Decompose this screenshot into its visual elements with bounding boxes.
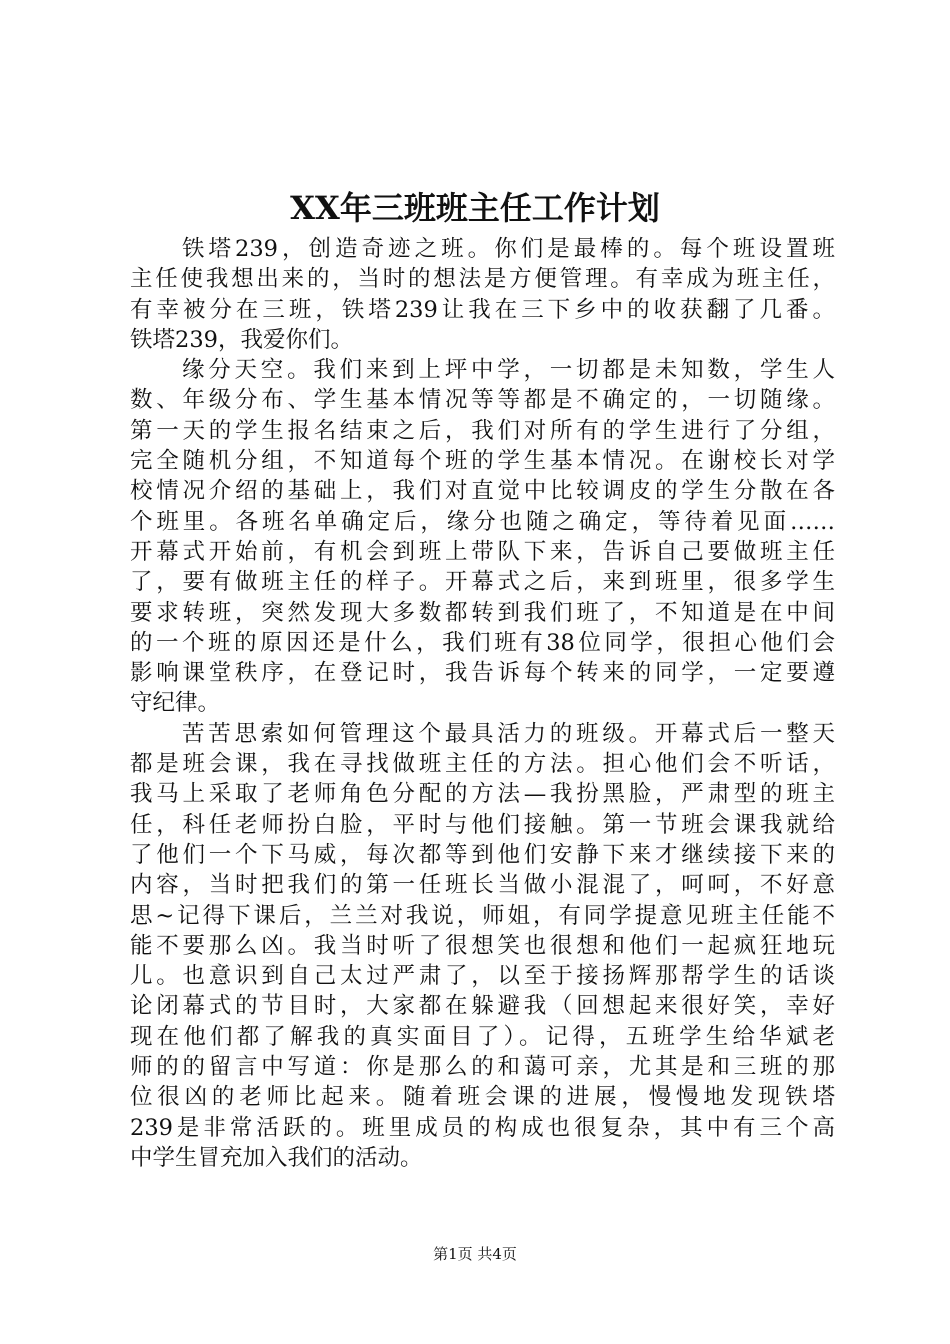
text-line: 现在他们都了解我的真实面目了）。记得，五班学生给华斌老: [130, 1023, 835, 1050]
text-line: 239是非常活跃的。班里成员的构成也很复杂，其中有三个高: [130, 1114, 835, 1141]
text-line: 完全随机分组，不知道每个班的学生基本情况。在谢校长对学: [130, 448, 835, 475]
page-footer: 第1页 共4页: [433, 1245, 517, 1263]
text-line: 第一天的学生报名结束之后，我们对所有的学生进行了分组，: [130, 417, 835, 444]
text-line: 苦苦思索如何管理这个最具活力的班级。开幕式后一整天: [182, 720, 835, 747]
paragraph-1: [130, 234, 835, 355]
text-line: 师的的留言中写道：你是那么的和蔼可亲，尤其是和三班的那: [130, 1054, 835, 1081]
paragraph-3: [130, 719, 835, 1173]
text-line: 有幸被分在三班，铁塔239让我在三下乡中的收获翻了几番。: [130, 296, 835, 323]
document-title: XX年三班班主任工作计划: [290, 189, 660, 227]
text-line: 主任使我想出来的，当时的想法是方便管理。有幸成为班主任，: [130, 266, 835, 293]
text-line: 开幕式开始前，有机会到班上带队下来，告诉自己要做班主任: [130, 538, 835, 565]
text-line: 校情况介绍的基础上，我们对直觉中比较调皮的学生分散在各: [130, 478, 835, 505]
document-body: [130, 234, 835, 1173]
text-line: 能不要那么凶。我当时听了很想笑也很想和他们一起疯狂地玩: [130, 932, 835, 959]
text-line: 儿。也意识到自己太过严肃了，以至于接扬辉那帮学生的话谈: [130, 963, 835, 990]
text-line: 要求转班，突然发现大多数都转到我们班了，不知道是在中间: [130, 599, 835, 626]
text-line: 我马上采取了老师角色分配的方法—我扮黑脸，严肃型的班主: [130, 781, 835, 808]
text-line: 数、年级分布、学生基本情况等等都是不确定的，一切随缘。: [130, 387, 835, 414]
text-line: 铁塔239，创造奇迹之班。你们是最棒的。每个班设置班: [182, 236, 835, 262]
text-line: 了，要有做班主任的样子。开幕式之后，来到班里，很多学生: [130, 569, 835, 596]
text-line: 思~记得下课后，兰兰对我说，师姐，有同学提意见班主任能不: [130, 902, 835, 929]
text-line: 铁塔239，我爱你们。: [130, 326, 353, 353]
text-line: 的一个班的原因还是什么，我们班有38位同学，很担心他们会: [130, 629, 835, 656]
text-line: 了他们一个下马威，每次都等到他们安静下来才继续接下来的: [130, 841, 835, 868]
text-line: 中学生冒充加入我们的活动。: [130, 1144, 423, 1171]
text-line: 影响课堂秩序，在登记时，我告诉每个转来的同学，一定要遵: [130, 660, 835, 687]
text-line: 都是班会课，我在寻找做班主任的方法。担心他们会不听话，: [130, 751, 835, 778]
text-line: 个班里。各班名单确定后，缘分也随之确定，等待着见面……: [130, 508, 835, 535]
text-line: 内容，当时把我们的第一任班长当做小混混了，呵呵，不好意: [130, 872, 835, 899]
text-line: 任，科任老师扮白脸，平时与他们接触。第一节班会课我就给: [130, 811, 835, 838]
paragraph-2: [130, 355, 835, 719]
text-line: 位很凶的老师比起来。随着班会课的进展，慢慢地发现铁塔: [130, 1084, 835, 1111]
text-line: 守纪律。: [130, 690, 221, 717]
text-line: 缘分天空。我们来到上坪中学，一切都是未知数，学生人: [182, 357, 835, 384]
text-line: 论闭幕式的节目时，大家都在躲避我（回想起来很好笑，幸好: [130, 993, 835, 1020]
